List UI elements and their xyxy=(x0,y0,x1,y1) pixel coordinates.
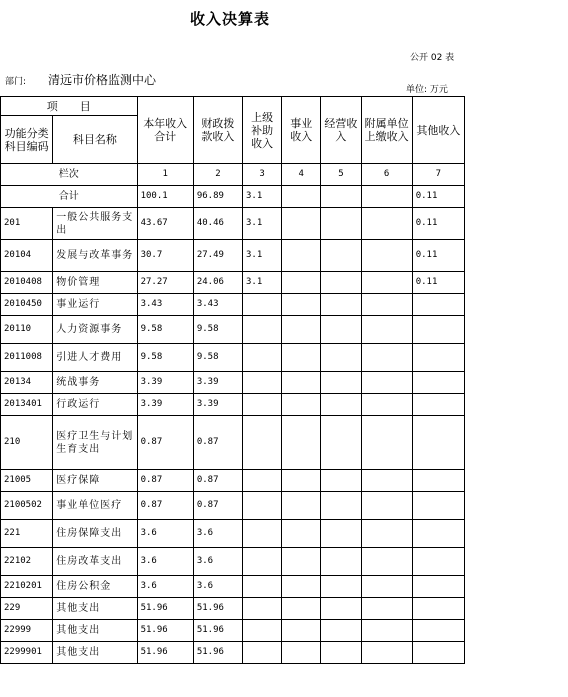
total-income-cell: 3.6 xyxy=(137,576,193,598)
table-row xyxy=(1,208,465,240)
affiliated-income-cell xyxy=(361,316,412,344)
business-income-cell xyxy=(282,372,321,394)
subject-name-cell: 其他支出 xyxy=(53,620,137,642)
other-income-cell: 0.11 xyxy=(412,240,464,272)
code-cell: 2013401 xyxy=(1,394,53,416)
operating-income-cell xyxy=(321,520,361,548)
total-income-cell: 9.58 xyxy=(137,316,193,344)
total-income-header: 本年收入合计 xyxy=(137,97,193,164)
income-table xyxy=(0,96,465,664)
superior-subsidy-cell xyxy=(243,294,282,316)
superior-subsidy-cell xyxy=(243,548,282,576)
subject-name-cell: 物价管理 xyxy=(53,272,137,294)
business-income-cell xyxy=(282,272,321,294)
other-income-cell xyxy=(412,576,464,598)
fiscal-income-header: 财政拨款收入 xyxy=(193,97,242,164)
table-row xyxy=(1,642,465,664)
table-row xyxy=(1,394,465,416)
fiscal-income-cell: 3.6 xyxy=(193,576,242,598)
code-cell: 221 xyxy=(1,520,53,548)
operating-income-cell xyxy=(321,372,361,394)
business-income-cell xyxy=(282,208,321,240)
item-header: 项 目 xyxy=(1,97,138,116)
other-income-cell xyxy=(412,470,464,492)
unit-label: 单位: 万元 xyxy=(406,85,448,95)
operating-income-cell xyxy=(321,344,361,372)
affiliated-income-cell xyxy=(361,492,412,520)
other-income-cell xyxy=(412,394,464,416)
department-name: 清远市价格监测中心 xyxy=(48,73,157,87)
code-cell: 22102 xyxy=(1,548,53,576)
other-income-cell xyxy=(412,620,464,642)
operating-income-cell xyxy=(321,620,361,642)
other-income-cell xyxy=(412,294,464,316)
affiliated-income-cell xyxy=(361,240,412,272)
subject-name-cell: 引进人才费用 xyxy=(53,344,137,372)
total-income-cell: 3.39 xyxy=(137,372,193,394)
table-row xyxy=(1,294,465,316)
other-income-cell xyxy=(412,598,464,620)
operating-income-cell xyxy=(321,470,361,492)
total-income-cell: 51.96 xyxy=(137,620,193,642)
code-cell: 201 xyxy=(1,208,53,240)
col-number: 1 xyxy=(137,164,193,186)
table-row xyxy=(1,240,465,272)
business-income-cell xyxy=(282,186,321,208)
table-row xyxy=(1,344,465,372)
operating-income-cell xyxy=(321,186,361,208)
operating-income-cell xyxy=(321,294,361,316)
code-cell: 20134 xyxy=(1,372,53,394)
table-row xyxy=(1,470,465,492)
superior-subsidy-cell xyxy=(243,394,282,416)
fiscal-income-cell: 27.49 xyxy=(193,240,242,272)
total-income-cell: 3.43 xyxy=(137,294,193,316)
operating-income-cell xyxy=(321,642,361,664)
fiscal-income-cell: 24.06 xyxy=(193,272,242,294)
other-income-cell: 0.11 xyxy=(412,272,464,294)
other-income-header: 其他收入 xyxy=(412,97,464,164)
header-row-1 xyxy=(1,97,465,116)
table-row xyxy=(1,520,465,548)
subject-name-cell: 发展与改革事务 xyxy=(53,240,137,272)
superior-subsidy-cell xyxy=(243,520,282,548)
operating-income-cell xyxy=(321,316,361,344)
subject-name-header: 科目名称 xyxy=(53,116,137,164)
fiscal-income-cell: 0.87 xyxy=(193,470,242,492)
business-income-cell xyxy=(282,416,321,470)
code-cell: 2210201 xyxy=(1,576,53,598)
total-income-cell: 51.96 xyxy=(137,642,193,664)
affiliated-income-cell xyxy=(361,344,412,372)
fiscal-income-cell: 51.96 xyxy=(193,598,242,620)
total-income-cell: 30.7 xyxy=(137,240,193,272)
superior-subsidy-cell xyxy=(243,620,282,642)
subject-name-cell: 统战事务 xyxy=(53,372,137,394)
subject-name-cell: 其他支出 xyxy=(53,642,137,664)
superior-subsidy-cell xyxy=(243,316,282,344)
affiliated-income-cell xyxy=(361,598,412,620)
code-cell: 229 xyxy=(1,598,53,620)
other-income-cell: 0.11 xyxy=(412,208,464,240)
subject-name-cell: 住房改革支出 xyxy=(53,548,137,576)
code-cell: 22999 xyxy=(1,620,53,642)
total-income-cell: 3.39 xyxy=(137,394,193,416)
fiscal-income-cell: 0.87 xyxy=(193,492,242,520)
subject-name-cell: 医疗卫生与计划生育支出 xyxy=(53,416,137,470)
col-number: 7 xyxy=(412,164,464,186)
affiliated-income-cell xyxy=(361,620,412,642)
total-income-cell: 3.6 xyxy=(137,520,193,548)
code-cell: 2011008 xyxy=(1,344,53,372)
col-number: 6 xyxy=(361,164,412,186)
row-label: 栏次 xyxy=(1,164,138,186)
business-income-cell xyxy=(282,520,321,548)
affiliated-income-cell xyxy=(361,294,412,316)
superior-subsidy-cell xyxy=(243,344,282,372)
fiscal-income-cell: 3.39 xyxy=(193,372,242,394)
department-label: 部门: xyxy=(5,77,27,87)
operating-income-cell xyxy=(321,240,361,272)
other-income-cell xyxy=(412,642,464,664)
business-income-cell xyxy=(282,576,321,598)
affiliated-income-cell xyxy=(361,372,412,394)
code-cell: 2299901 xyxy=(1,642,53,664)
affiliated-income-cell xyxy=(361,576,412,598)
business-income-cell xyxy=(282,316,321,344)
page-title: 收入决算表 xyxy=(189,10,270,28)
business-income-cell xyxy=(282,240,321,272)
fiscal-income-cell: 3.39 xyxy=(193,394,242,416)
fiscal-income-cell: 3.6 xyxy=(193,548,242,576)
operating-income-cell xyxy=(321,272,361,294)
col-number: 2 xyxy=(193,164,242,186)
superior-subsidy-cell: 3.1 xyxy=(243,186,282,208)
other-income-cell: 0.11 xyxy=(412,186,464,208)
col-number: 3 xyxy=(243,164,282,186)
business-income-cell xyxy=(282,492,321,520)
code-cell: 210 xyxy=(1,416,53,470)
operating-income-cell xyxy=(321,598,361,620)
affiliated-income-cell xyxy=(361,272,412,294)
total-income-cell: 51.96 xyxy=(137,598,193,620)
table-row xyxy=(1,620,465,642)
other-income-cell xyxy=(412,316,464,344)
table-row xyxy=(1,598,465,620)
other-income-cell xyxy=(412,372,464,394)
affiliated-income-cell xyxy=(361,186,412,208)
affiliated-income-cell xyxy=(361,520,412,548)
total-label: 合计 xyxy=(1,186,138,208)
superior-subsidy-cell xyxy=(243,598,282,620)
business-income-cell xyxy=(282,548,321,576)
subject-name-cell: 住房保障支出 xyxy=(53,520,137,548)
superior-subsidy-header: 上级补助收入 xyxy=(243,97,282,164)
total-income-cell: 3.6 xyxy=(137,548,193,576)
other-income-cell xyxy=(412,344,464,372)
affiliated-income-cell xyxy=(361,394,412,416)
code-cell: 20110 xyxy=(1,316,53,344)
business-income-cell xyxy=(282,344,321,372)
superior-subsidy-cell xyxy=(243,416,282,470)
table-row xyxy=(1,272,465,294)
total-income-cell: 100.1 xyxy=(137,186,193,208)
table-row xyxy=(1,492,465,520)
business-income-cell xyxy=(282,394,321,416)
fiscal-income-cell: 96.89 xyxy=(193,186,242,208)
table-row xyxy=(1,576,465,598)
total-income-cell: 0.87 xyxy=(137,470,193,492)
fiscal-income-cell: 51.96 xyxy=(193,620,242,642)
form-number: 公开 02 表 xyxy=(410,53,455,63)
func-code-header: 功能分类科目编码 xyxy=(1,116,53,164)
code-cell: 2010450 xyxy=(1,294,53,316)
superior-subsidy-cell: 3.1 xyxy=(243,208,282,240)
total-row xyxy=(1,186,465,208)
subject-name-cell: 事业单位医疗 xyxy=(53,492,137,520)
other-income-cell xyxy=(412,520,464,548)
affiliated-income-cell xyxy=(361,470,412,492)
operating-income-cell xyxy=(321,416,361,470)
column-number-row xyxy=(1,164,465,186)
affiliated-income-cell xyxy=(361,208,412,240)
superior-subsidy-cell xyxy=(243,470,282,492)
table-row xyxy=(1,416,465,470)
superior-subsidy-cell: 3.1 xyxy=(243,272,282,294)
business-income-cell xyxy=(282,620,321,642)
table-row xyxy=(1,548,465,576)
fiscal-income-cell: 3.6 xyxy=(193,520,242,548)
affiliated-income-header: 附属单位上缴收入 xyxy=(361,97,412,164)
operating-income-cell xyxy=(321,576,361,598)
code-cell: 21005 xyxy=(1,470,53,492)
fiscal-income-cell: 0.87 xyxy=(193,416,242,470)
fiscal-income-cell: 3.43 xyxy=(193,294,242,316)
col-number: 5 xyxy=(321,164,361,186)
subject-name-cell: 医疗保障 xyxy=(53,470,137,492)
other-income-cell xyxy=(412,416,464,470)
total-income-cell: 27.27 xyxy=(137,272,193,294)
operating-income-header: 经营收入 xyxy=(321,97,361,164)
business-income-cell xyxy=(282,470,321,492)
subject-name-cell: 事业运行 xyxy=(53,294,137,316)
superior-subsidy-cell xyxy=(243,642,282,664)
subject-name-cell: 一般公共服务支出 xyxy=(53,208,137,240)
table-row xyxy=(1,372,465,394)
total-income-cell: 0.87 xyxy=(137,492,193,520)
subject-name-cell: 其他支出 xyxy=(53,598,137,620)
operating-income-cell xyxy=(321,492,361,520)
business-income-cell xyxy=(282,598,321,620)
subject-name-cell: 住房公积金 xyxy=(53,576,137,598)
superior-subsidy-cell xyxy=(243,492,282,520)
code-cell: 2010408 xyxy=(1,272,53,294)
total-income-cell: 43.67 xyxy=(137,208,193,240)
affiliated-income-cell xyxy=(361,548,412,576)
fiscal-income-cell: 51.96 xyxy=(193,642,242,664)
total-income-cell: 0.87 xyxy=(137,416,193,470)
affiliated-income-cell xyxy=(361,416,412,470)
subject-name-cell: 人力资源事务 xyxy=(53,316,137,344)
fiscal-income-cell: 9.58 xyxy=(193,344,242,372)
fiscal-income-cell: 9.58 xyxy=(193,316,242,344)
affiliated-income-cell xyxy=(361,642,412,664)
superior-subsidy-cell xyxy=(243,372,282,394)
business-income-cell xyxy=(282,642,321,664)
operating-income-cell xyxy=(321,548,361,576)
table-row xyxy=(1,316,465,344)
other-income-cell xyxy=(412,548,464,576)
operating-income-cell xyxy=(321,394,361,416)
total-income-cell: 9.58 xyxy=(137,344,193,372)
fiscal-income-cell: 40.46 xyxy=(193,208,242,240)
superior-subsidy-cell xyxy=(243,576,282,598)
operating-income-cell xyxy=(321,208,361,240)
superior-subsidy-cell: 3.1 xyxy=(243,240,282,272)
business-income-header: 事业收入 xyxy=(282,97,321,164)
code-cell: 2100502 xyxy=(1,492,53,520)
business-income-cell xyxy=(282,294,321,316)
other-income-cell xyxy=(412,492,464,520)
code-cell: 20104 xyxy=(1,240,53,272)
subject-name-cell: 行政运行 xyxy=(53,394,137,416)
col-number: 4 xyxy=(282,164,321,186)
